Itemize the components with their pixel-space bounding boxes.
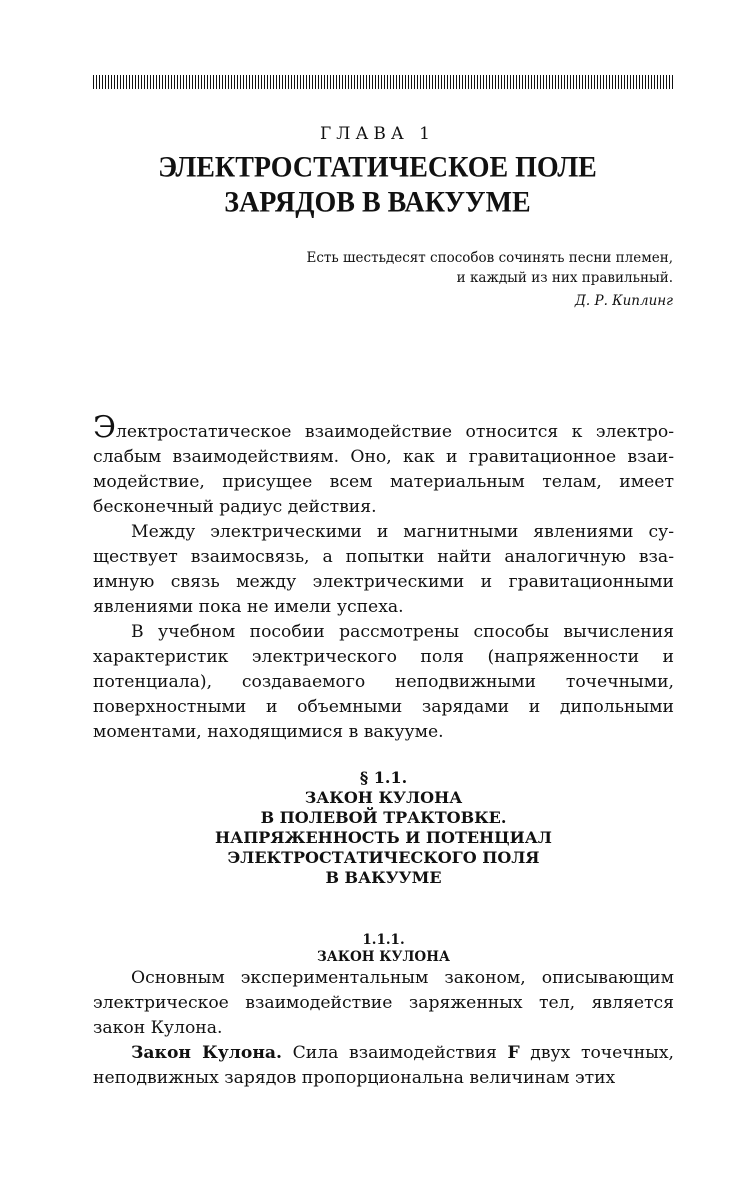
main-paragraph-2-text-b: двух точечных, неподвижных зарядов пропорциональна величинам этих	[93, 1043, 674, 1088]
drop-cap: Э	[93, 410, 116, 445]
subsection-heading	[93, 932, 674, 966]
section-title-line-1: ЗАКОН КУЛОНА	[304, 788, 463, 807]
main-paragraph-1: Основным экспериментальным законом, описывающим электрическое взаимодействие заряженных тел, является закон Кулона.	[93, 968, 674, 1038]
section-heading	[93, 768, 674, 888]
chapter-title	[60, 150, 695, 220]
chapter-title-line-1: ЭЛЕКТРОСТАТИЧЕСКОЕ ПОЛЕ	[158, 151, 597, 184]
top-decorative-rule	[93, 75, 674, 89]
intro-paragraph-1	[93, 410, 674, 520]
epigraph-line-2: и каждый из них правильный.	[456, 270, 673, 286]
section-title-line-4: ЭЛЕКТРОСТАТИЧЕСКОГО ПОЛЯ	[227, 848, 540, 867]
subsection-number: 1.1.1.	[362, 932, 405, 948]
intro-paragraph-2: Между электрическими и магнитными явлениями существует взаимосвязь, а попытки найти аналогичную взаимную связь между электрическими и гравитационными явлениями пока не имели успеха.	[93, 522, 674, 617]
force-symbol: F	[507, 1043, 520, 1063]
intro-text	[93, 410, 674, 745]
chapter-title-line-2: ЗАРЯДОВ В ВАКУУМЕ	[224, 186, 531, 219]
coulomb-law-term: Закон Кулона.	[131, 1043, 283, 1063]
section-title-line-3: НАПРЯЖЕННОСТЬ И ПОТЕНЦИАЛ	[215, 828, 552, 847]
epigraph-author: Д. Р. Киплинг	[574, 293, 673, 309]
main-paragraph-2	[93, 1041, 674, 1091]
intro-paragraph-1-text: лектростатическое взаимодействие относится к электрослабым взаимодействиям. Оно, как и гравитационное взаимодействие, присущее всем материальным телам, имеет бесконечный радиус действия.	[93, 422, 674, 517]
main-text	[93, 966, 674, 1091]
subsection-title: ЗАКОН КУЛОНА	[317, 949, 450, 965]
main-paragraph-2-text-a: Сила взаимодействия	[282, 1043, 508, 1063]
intro-paragraph-3: В учебном пособии рассмотрены способы вычисления характеристик электрического поля (напряженности и потенциала), создаваемого неподвижными точечными, поверхностными и объемными зарядами и дипольными моментами, находящимися в вакууме.	[93, 622, 674, 742]
section-number: § 1.1.	[359, 768, 408, 787]
epigraph	[306, 248, 673, 311]
section-title-line-5: В ВАКУУМЕ	[325, 868, 442, 887]
section-title-line-2: В ПОЛЕВОЙ ТРАКТОВКЕ.	[260, 808, 507, 827]
chapter-label: ГЛАВА 1	[320, 124, 435, 144]
epigraph-line-1: Есть шестьдесят способов сочинять песни племен,	[306, 250, 673, 266]
